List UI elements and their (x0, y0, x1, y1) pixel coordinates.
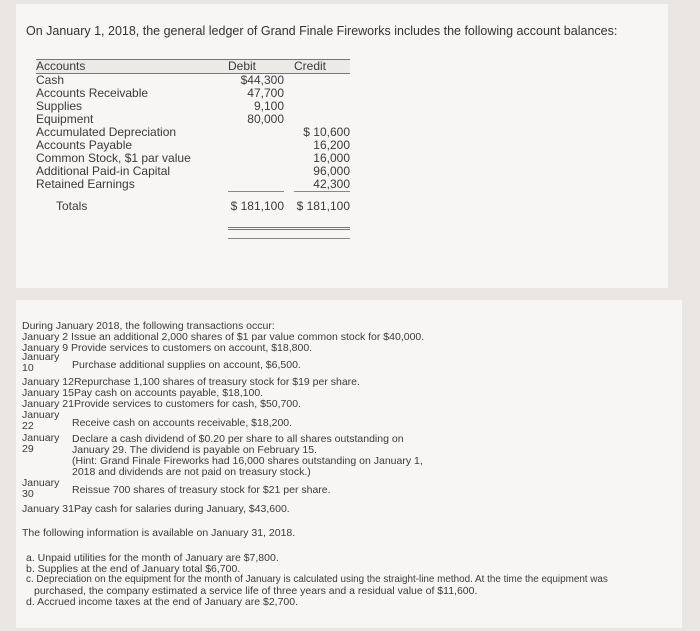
transaction-date: January 12 (22, 376, 74, 388)
account-name: Supplies (36, 99, 83, 113)
account-name: Cash (36, 73, 65, 87)
account-name: Accumulated Depreciation (36, 125, 177, 139)
debit-value: $44,300 (240, 73, 284, 87)
table-row (36, 74, 350, 88)
transaction-text: Receive cash on accounts receivable, $18,200. (72, 417, 293, 429)
header-gap (284, 60, 294, 74)
credit-value (294, 100, 350, 113)
info-item: d. Accrued income taxes at the end of January are $2,700. (26, 596, 299, 608)
transaction-text: Pay cash for salaries during January, $43,600. (73, 503, 290, 515)
transaction-text: Purchase additional supplies on account, $6,500. (72, 359, 301, 371)
table-header-row (36, 60, 350, 74)
transaction-text-line: January 29. The dividend is payable on February 15. (72, 444, 317, 456)
transaction-text: Issue an additional 2,000 shares of $1 par value common stock for $40,000. (71, 331, 425, 343)
account-balances-table (36, 59, 350, 239)
credit-value (294, 87, 350, 100)
transaction-text-line: Declare a cash dividend of $0.20 per share to all shares outstanding on (72, 433, 404, 445)
transaction-text: Reissue 700 shares of treasury stock for $21 per share. (72, 484, 331, 496)
transaction-text: Pay cash on accounts payable, $18,100. (73, 387, 264, 399)
list-item (22, 398, 301, 410)
transaction-date: January 9 (22, 342, 69, 354)
account-name: Additional Paid-in Capital (36, 164, 171, 178)
transaction-date: January 29 (22, 432, 60, 455)
transaction-date: January 15 (22, 387, 74, 399)
list-item (22, 503, 290, 515)
account-name: Accounts Receivable (36, 86, 149, 100)
credit-value (294, 74, 350, 88)
table-row (36, 87, 350, 100)
credit-value: 96,000 (313, 164, 350, 178)
credit-value: 42,300 (294, 178, 350, 192)
debit-value (228, 178, 284, 192)
intro-text: On January 1, 2018, the general ledger of Grand Finale Fireworks includes the following account balances: (26, 24, 618, 38)
table-row (36, 178, 350, 192)
transaction-text-line: 2018 and dividends are not paid on treasury stock.) (72, 466, 311, 478)
account-name: Retained Earnings (36, 177, 135, 192)
info-item: b. Supplies at the end of January total $6,700. (26, 563, 241, 575)
totals-label: Totals (56, 198, 88, 213)
info-intro: The following information is available on January 31, 2018. (22, 527, 296, 539)
info-item: purchased, the company estimated a service life of three years and a residual value of $11,600. (34, 585, 478, 597)
credit-header: Credit (294, 60, 350, 74)
transaction-text-line: (Hint: Grand Finale Fireworks had 16,000 shares outstanding on January 1, (72, 455, 423, 467)
table-row (36, 165, 350, 178)
debit-value (228, 139, 284, 152)
debit-total: $ 181,100 (230, 199, 284, 213)
debit-value (228, 165, 284, 178)
transaction-date: January 10 (22, 351, 60, 374)
transaction-date: January 31 (22, 503, 74, 515)
transaction-date: January 30 (22, 477, 60, 500)
totals-row (36, 192, 350, 222)
credit-value: $ 10,600 (303, 125, 350, 139)
transaction-date: January 21 (22, 398, 74, 410)
account-name: Common Stock, $1 par value (36, 151, 191, 165)
bottom-rule-row (36, 229, 350, 239)
transaction-date: January 2 (22, 331, 69, 343)
debit-value: 80,000 (247, 112, 284, 126)
ledger-panel (16, 4, 668, 288)
debit-value (228, 126, 284, 139)
debit-value (228, 152, 284, 165)
info-item: c. Depreciation on the equipment for the month of January is calculated using the straight-line method. At the time the equipment was (26, 574, 608, 585)
transaction-text: Provide services to customers for cash, $50,700. (73, 398, 301, 410)
accounts-header: Accounts (36, 60, 228, 74)
account-name: Accounts Payable (36, 138, 133, 152)
debit-value: 9,100 (253, 99, 284, 113)
account-name: Equipment (36, 112, 94, 126)
transaction-text: Repurchase 1,100 shares of treasury stock for $19 per share. (73, 376, 360, 388)
debit-header: Debit (228, 60, 284, 74)
transaction-text: Provide services to customers on account, $18,800. (71, 342, 313, 354)
transactions-panel (16, 300, 682, 628)
list-item (22, 342, 312, 354)
double-rule-row (36, 221, 350, 229)
credit-value: 16,000 (313, 151, 350, 165)
transactions-intro: During January 2018, the following transactions occur: (22, 320, 275, 332)
debit-value: 47,700 (247, 86, 284, 100)
credit-total: $ 181,100 (296, 199, 350, 213)
info-item: a. Unpaid utilities for the month of January are $7,800. (26, 552, 279, 564)
credit-value: 16,200 (313, 138, 350, 152)
transaction-date: January 22 (22, 409, 60, 432)
